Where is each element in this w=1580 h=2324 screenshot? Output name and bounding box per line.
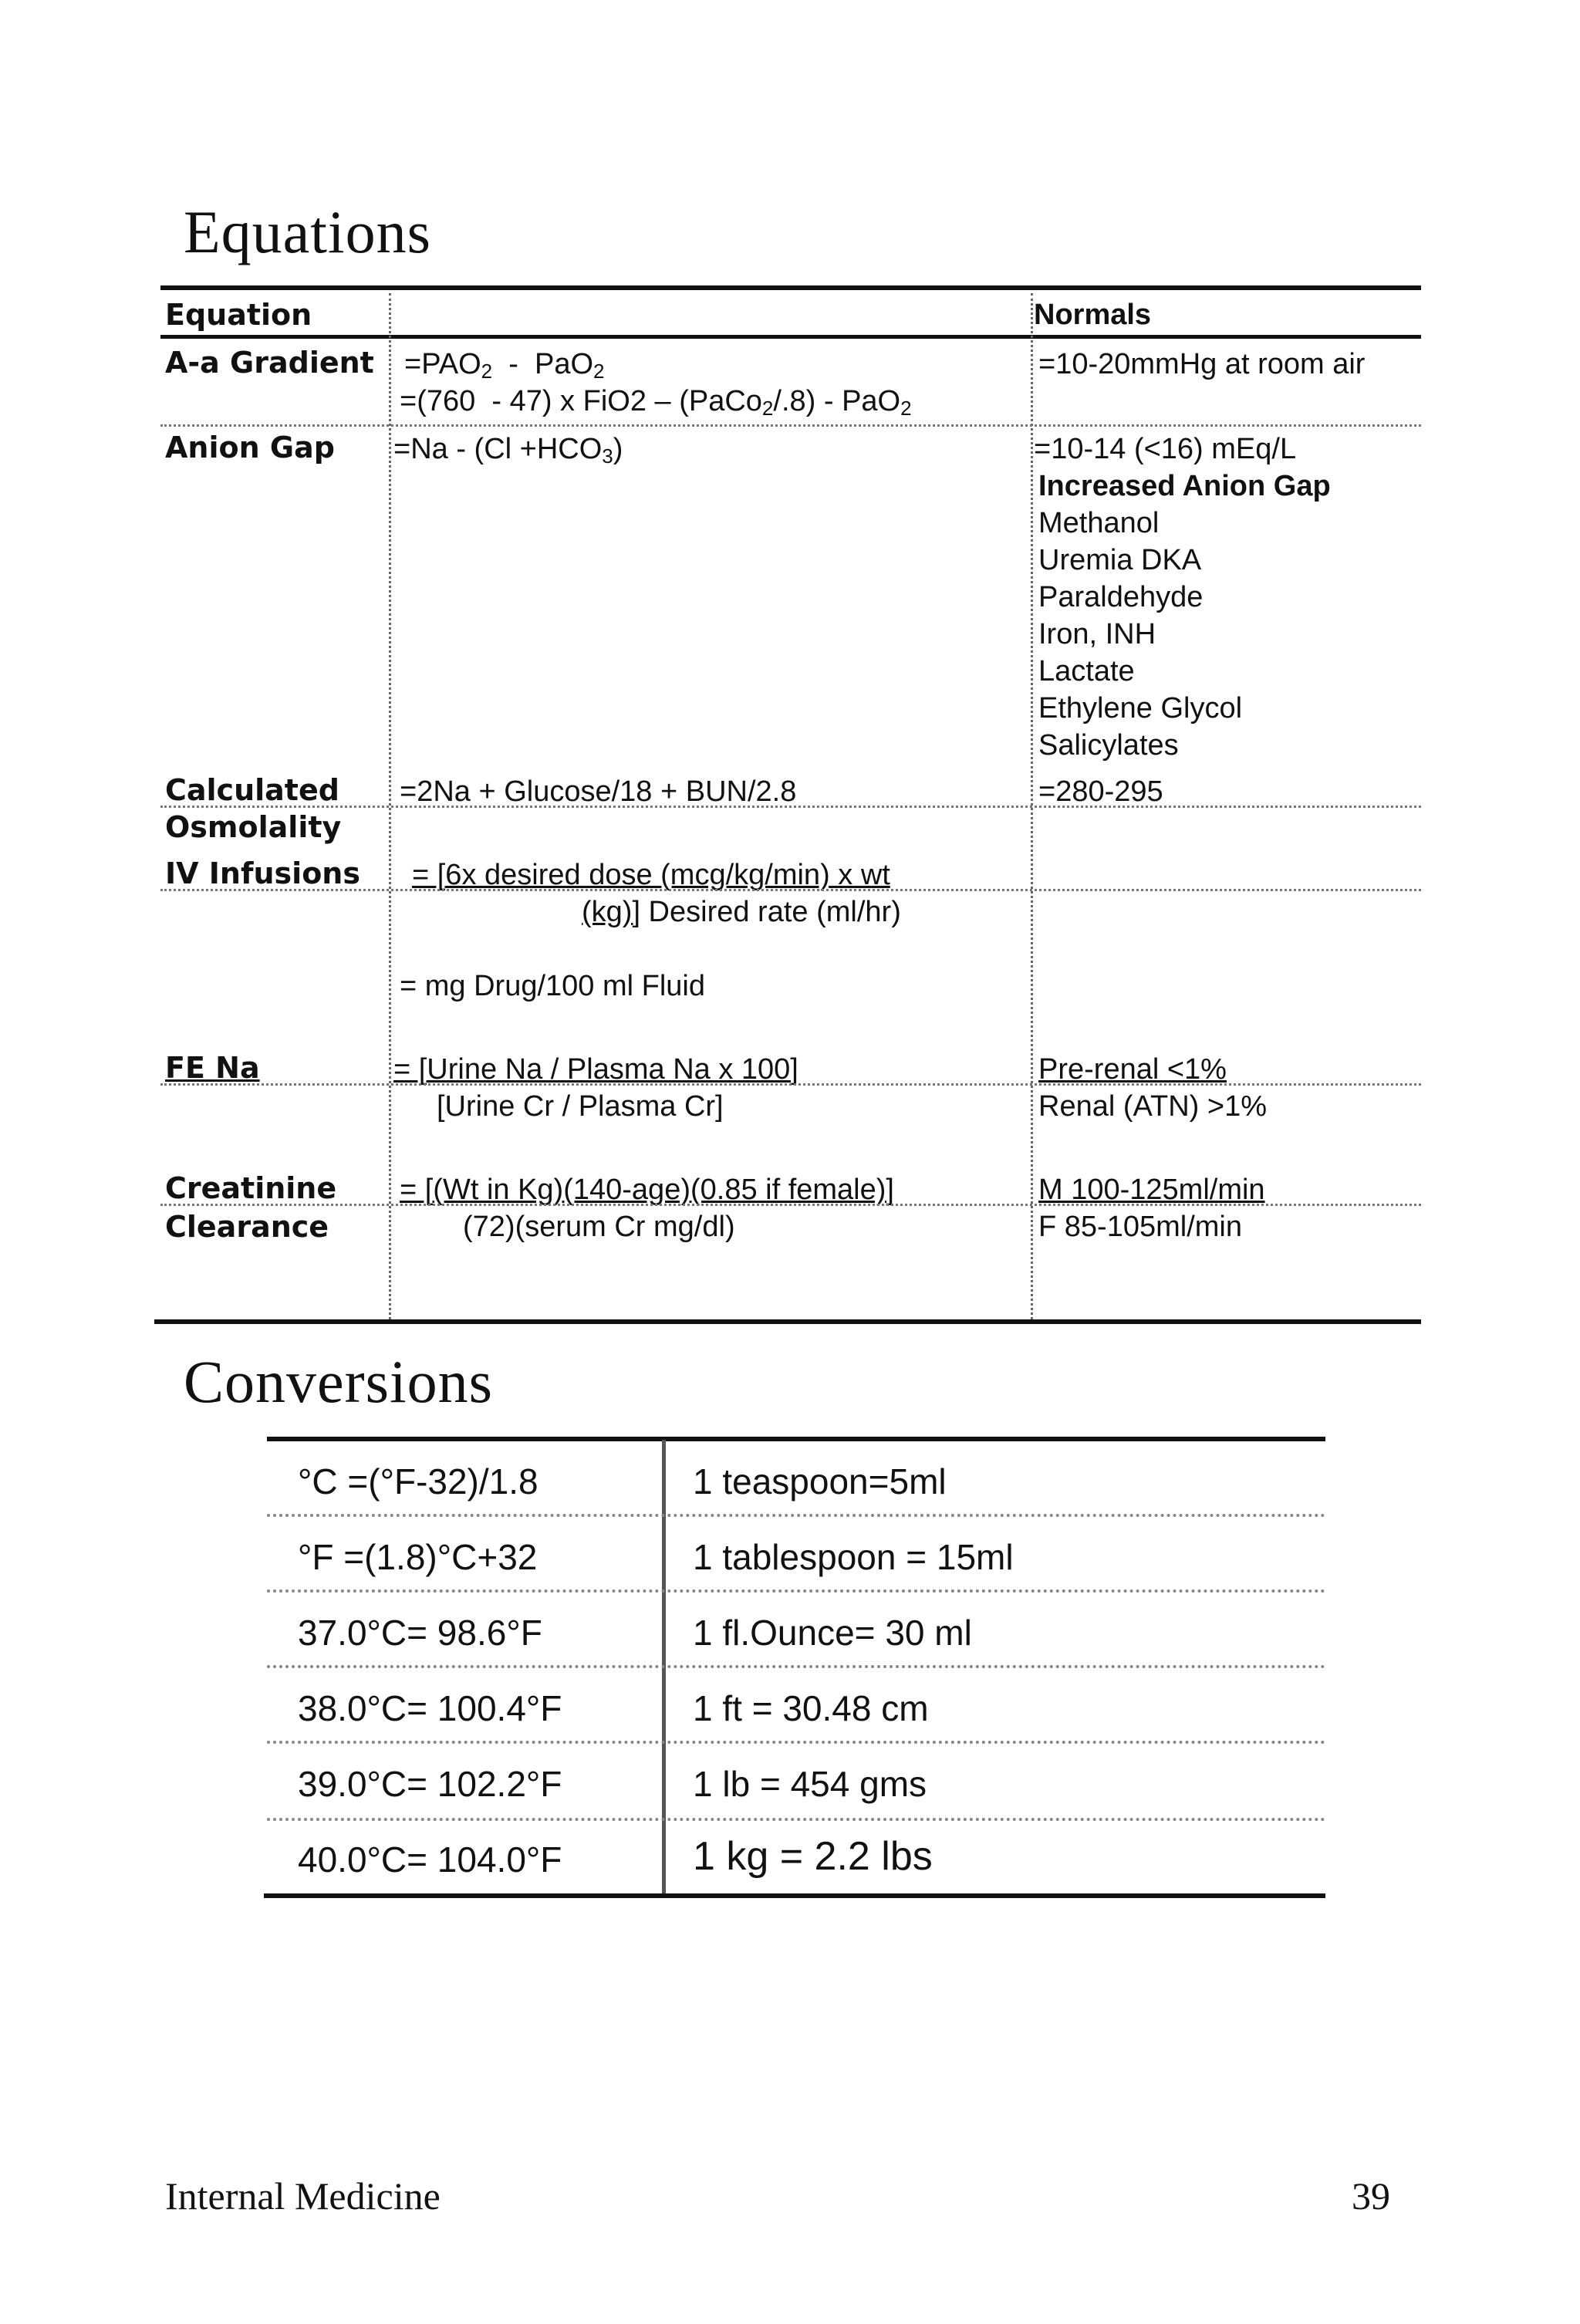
conversion-right: 1 ft = 30.48 cm <box>693 1688 929 1728</box>
header-normals: Normals <box>1034 299 1152 331</box>
iv-infusions-formula-3: = mg Drug/100 ml Fluid <box>400 970 705 1002</box>
conversions-top-rule <box>267 1437 1325 1441</box>
anion-gap-cause: Ethylene Glycol <box>1038 692 1243 725</box>
conversion-left: 39.0°C= 102.2°F <box>298 1764 562 1804</box>
equations-title: Equations <box>184 198 431 265</box>
conversion-left: °F =(1.8)°C+32 <box>298 1537 538 1577</box>
row-divider <box>160 424 1421 427</box>
conversion-left: 37.0°C= 98.6°F <box>298 1613 542 1653</box>
anion-gap-normal: =10-14 (<16) mEq/L <box>1034 433 1297 465</box>
osmolality-label-1: Calculated <box>165 773 339 807</box>
osmolality-label-2: Osmolality <box>165 810 342 844</box>
anion-gap-cause: Iron, INH <box>1038 618 1156 650</box>
osmolality-formula: =2Na + Glucose/18 + BUN/2.8 <box>400 775 797 808</box>
creatinine-formula-1: = [(Wt in Kg)(140-age)(0.85 if female)] <box>400 1174 894 1206</box>
row-divider <box>267 1818 1325 1821</box>
fe-na-formula-1: = [Urine Na / Plasma Na x 100] <box>393 1053 798 1086</box>
anion-gap-cause: Uremia DKA <box>1038 544 1202 576</box>
creatinine-label-1: Creatinine <box>165 1171 337 1205</box>
equations-top-rule <box>160 285 1421 290</box>
conversion-left: 38.0°C= 100.4°F <box>298 1688 562 1728</box>
header-rule <box>160 335 1421 339</box>
conversion-right: 1 lb = 454 gms <box>693 1764 927 1804</box>
aa-gradient-formula-1: $=PAO_2 - PaO_2$ <box>404 348 605 383</box>
conversions-title: Conversions <box>184 1348 493 1415</box>
conversion-right: 1 tablespoon = 15ml <box>693 1537 1014 1577</box>
iv-infusions-formula-1: = [6x desired dose (mcg/kg/min) x wt <box>412 859 890 891</box>
fe-na-formula-2: [Urine Cr / Plasma Cr] <box>437 1090 724 1123</box>
anion-gap-formula: $=Na - (Cl +HCO_3)$ <box>393 433 623 468</box>
header-equation: Equation <box>165 298 312 332</box>
row-divider <box>160 1083 1421 1086</box>
iv-infusions-label: IV Infusions <box>165 856 360 890</box>
row-divider <box>267 1665 1325 1668</box>
creatinine-normal-1: M 100-125ml/min <box>1038 1174 1265 1206</box>
row-divider <box>160 1204 1421 1206</box>
row-divider <box>267 1741 1325 1744</box>
conversions-bottom-rule <box>264 1893 1325 1898</box>
fe-na-normal-1: Pre-renal <1% <box>1038 1053 1227 1086</box>
aa-gradient-normal: =10-20mmHg at room air <box>1038 348 1366 380</box>
anion-gap-cause: Paraldehyde <box>1038 581 1204 613</box>
conversion-left: 40.0°C= 104.0°F <box>298 1839 562 1880</box>
anion-gap-cause: Lactate <box>1038 655 1135 687</box>
osmolality-normal: =280-295 <box>1038 775 1163 808</box>
fe-na-label: FE Na <box>165 1051 260 1085</box>
row-divider <box>160 889 1421 891</box>
increased-anion-gap-heading: Increased Anion Gap <box>1038 470 1331 502</box>
conversion-right: 1 fl.Ounce= 30 ml <box>693 1613 972 1653</box>
conversion-left: °C =(°F-32)/1.8 <box>298 1461 538 1501</box>
iv-infusions-formula-2: (kg)] Desired rate (ml/hr) <box>582 896 901 928</box>
anion-gap-label: Anion Gap <box>165 431 335 464</box>
anion-gap-cause: Salicylates <box>1038 729 1179 762</box>
aa-gradient-formula-2: =(760 - 47) x FiO2 – (PaCo$_2$/.8) - PaO$_2$ <box>400 385 912 420</box>
conversion-right: 1 kg = 2.2 lbs <box>693 1834 933 1879</box>
creatinine-normal-2: F 85-105ml/min <box>1038 1211 1242 1243</box>
creatinine-label-2: Clearance <box>165 1210 329 1244</box>
row-divider <box>160 806 1421 808</box>
creatinine-formula-2: (72)(serum Cr mg/dl) <box>463 1211 735 1243</box>
page-number: 39 <box>1352 2174 1390 2218</box>
row-divider <box>267 1514 1325 1517</box>
row-divider <box>267 1589 1325 1593</box>
anion-gap-cause: Methanol <box>1038 507 1160 539</box>
fe-na-normal-2: Renal (ATN) >1% <box>1038 1090 1268 1123</box>
footer-book-title: Internal Medicine <box>165 2174 441 2218</box>
conversion-right: 1 teaspoon=5ml <box>693 1461 947 1501</box>
aa-gradient-label: A-a Gradient <box>165 346 374 380</box>
equations-bottom-rule <box>154 1319 1421 1324</box>
conversions-column-divider <box>662 1440 666 1897</box>
